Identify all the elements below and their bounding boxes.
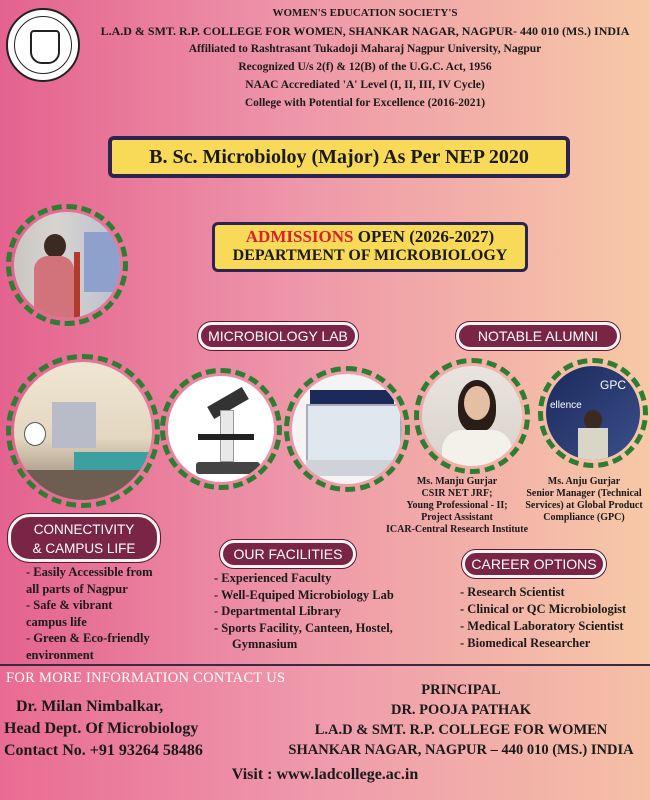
principal-block	[272, 680, 650, 760]
alumni-line: Ms. Manju Gurjar	[416, 476, 498, 487]
careers-list	[460, 584, 650, 652]
affiliation-line: Affiliated to Rashtrasant Tukadoji Maharaj Nagpur University, Nagpur	[188, 43, 542, 55]
society-name: WOMEN'S EDUCATION SOCIETY'S	[272, 7, 458, 19]
careers-section-label: CAREER OPTIONS	[462, 550, 606, 578]
alumni-line: CSIR NET JRF;	[421, 488, 493, 499]
list-item: environment	[26, 647, 94, 662]
list-item: - Experienced Faculty	[214, 571, 332, 585]
facilities-list	[214, 570, 444, 653]
contact-number: Contact No. +91 93264 58486	[4, 742, 203, 759]
alumni-anju-photo	[538, 358, 648, 468]
recognition-line: Recognized U/s 2(f) & 12(B) of the U.G.C. Act, 1956	[238, 61, 492, 73]
hod-name: Dr. Milan Nimbalkar,	[16, 698, 164, 715]
department-name: DEPARTMENT OF MICROBIOLOGY	[232, 247, 508, 264]
facilities-section-label: OUR FACILITIES	[220, 540, 356, 568]
college-name: L.A.D & SMT. R.P. COLLEGE FOR WOMEN, SHANKAR NAGAR, NAGPUR- 440 010 (MS.) INDIA	[100, 24, 630, 38]
footer-college-name: L.A.D & SMT. R.P. COLLEGE FOR WOMEN	[314, 722, 608, 738]
campus-event-photo	[6, 354, 160, 508]
gpc-logo-text: GPC	[600, 378, 627, 392]
hod-title: Head Dept. Of Microbiology	[4, 720, 199, 737]
footer-address: SHANKAR NAGAR, NAGPUR – 440 010 (MS.) INDIA	[288, 742, 634, 758]
list-item: - Departmental Library	[214, 604, 342, 618]
laminar-hood-photo	[284, 366, 410, 492]
website-link[interactable]: Visit : www.ladcollege.ac.in	[231, 766, 419, 783]
alumni-manju-photo	[414, 358, 530, 474]
list-item: - Green & Eco-friendly	[26, 631, 150, 645]
screen-text: ellence	[550, 400, 582, 411]
admissions-rest: OPEN (2026-2027)	[353, 227, 495, 246]
hod-contact	[4, 696, 203, 762]
alumni-line: Compliance (GPC)	[543, 512, 625, 523]
list-item: - Biomedical Researcher	[460, 636, 591, 650]
list-item: - Clinical or QC Microbiologist	[460, 602, 627, 616]
more-info-heading: FOR MORE INFORMATION CONTACT US	[6, 670, 286, 686]
list-item: - Research Scientist	[460, 585, 565, 599]
list-item: - Sports Facility, Canteen, Hostel,	[214, 620, 393, 635]
list-item: all parts of Nagpur	[26, 581, 128, 596]
alumni-line: Senior Manager (Technical	[526, 488, 642, 499]
potential-line: College with Potential for Excellence (2016-2021)	[244, 97, 486, 109]
principal-name: DR. POOJA PATHAK	[390, 702, 532, 718]
list-item: campus life	[26, 614, 87, 629]
college-header	[80, 4, 650, 112]
footer-divider	[0, 664, 650, 666]
alumni-line: ICAR-Central Research Institute	[385, 524, 529, 535]
alumni-line: Young Professional - II;	[406, 500, 508, 511]
list-item: Gymnasium	[232, 637, 298, 651]
alumni-line: Project Assistant	[421, 512, 493, 523]
list-item: - Well-Equiped Microbiology Lab	[214, 587, 394, 602]
alumni-section-label: NOTABLE ALUMNI	[456, 322, 620, 350]
connectivity-label-line1: CONNECTIVITY	[33, 522, 135, 537]
naac-line: NAAC Accrediated 'A' Level (I, II, III, IV Cycle)	[245, 79, 485, 91]
microscope-photo	[160, 368, 282, 490]
alumni-line: Services) at Global Product	[525, 500, 643, 511]
connectivity-label-line2: & CAMPUS LIFE	[32, 541, 136, 556]
connectivity-section-label	[8, 514, 160, 562]
connectivity-list	[26, 564, 196, 663]
admissions-line	[215, 227, 525, 247]
list-item: - Easily Accessible from	[26, 565, 153, 579]
seal-emblem	[30, 30, 60, 64]
lab-section-label: MICROBIOLOGY LAB	[198, 322, 358, 350]
alumni-caption-manju	[382, 476, 532, 536]
admissions-banner	[212, 222, 528, 272]
list-item: - Medical Laboratory Scientist	[460, 619, 624, 633]
principal-label: PRINCIPAL	[421, 682, 501, 698]
course-title-banner: B. Sc. Microbioloy (Major) As Per NEP 2020	[108, 136, 570, 178]
list-item: - Safe & vibrant	[26, 598, 113, 612]
college-seal-icon	[6, 8, 80, 82]
alumni-line: Ms. Anju Gurjar	[547, 476, 621, 487]
faculty-photo	[6, 204, 128, 326]
alumni-caption-anju	[518, 476, 650, 524]
admissions-highlight: ADMISSIONS	[245, 227, 354, 246]
